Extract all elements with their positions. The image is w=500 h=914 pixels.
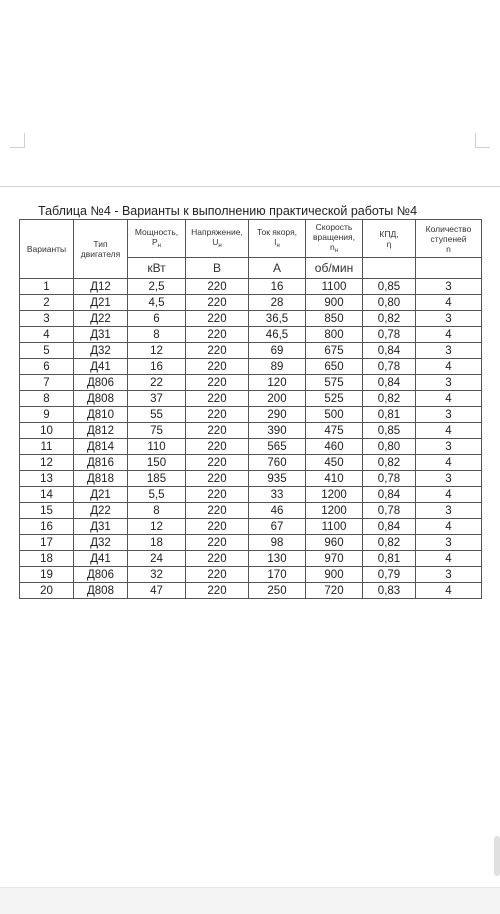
cell-variant: 14 [20,487,74,503]
cell-speed: 1200 [306,503,363,519]
cell-engine-type: Д818 [74,471,128,487]
unit-stages [416,258,482,279]
cell-speed: 525 [306,391,363,407]
header-row [20,220,482,258]
cell-engine-type: Д816 [74,455,128,471]
table-row [20,439,482,455]
cell-engine-type: Д814 [74,439,128,455]
cell-current: 390 [249,423,306,439]
cell-variant: 12 [20,455,74,471]
header-rotation-speed: Скорость вращения, $n_н$ [306,220,363,258]
unit-current: А [249,258,306,279]
cell-engine-type: Д22 [74,311,128,327]
table-row [20,471,482,487]
cell-variant: 15 [20,503,74,519]
cell-variant: 17 [20,535,74,551]
page-corner-mark-left [10,133,25,148]
cell-efficiency: 0,78 [363,471,416,487]
cell-voltage: 220 [186,503,249,519]
cell-variant: 19 [20,567,74,583]
cell-variant: 8 [20,391,74,407]
cell-efficiency: 0,82 [363,391,416,407]
cell-variant: 9 [20,407,74,423]
cell-efficiency: 0,81 [363,551,416,567]
cell-power: 4,5 [128,295,186,311]
cell-efficiency: 0,84 [363,519,416,535]
cell-variant: 4 [20,327,74,343]
cell-speed: 960 [306,535,363,551]
cell-voltage: 220 [186,279,249,295]
cell-variant: 6 [20,359,74,375]
table-body [20,279,482,599]
cell-power: 37 [128,391,186,407]
cell-engine-type: Д806 [74,375,128,391]
cell-engine-type: Д808 [74,583,128,599]
cell-current: 33 [249,487,306,503]
cell-engine-type: Д41 [74,551,128,567]
cell-stages: 4 [416,519,482,535]
cell-variant: 2 [20,295,74,311]
table-row [20,407,482,423]
header-armature-current: Ток якоря, $I_н$ [249,220,306,258]
cell-efficiency: 0,83 [363,583,416,599]
cell-current: 200 [249,391,306,407]
table-row [20,567,482,583]
cell-efficiency: 0,79 [363,567,416,583]
table-caption: Таблица №4 - Варианты к выполнению практической работы №4 [38,204,418,218]
cell-speed: 650 [306,359,363,375]
cell-stages: 3 [416,535,482,551]
cell-variant: 13 [20,471,74,487]
cell-efficiency: 0,82 [363,535,416,551]
cell-speed: 475 [306,423,363,439]
cell-efficiency: 0,84 [363,375,416,391]
cell-variant: 3 [20,311,74,327]
table-row [20,455,482,471]
cell-current: 250 [249,583,306,599]
cell-variant: 1 [20,279,74,295]
cell-speed: 1200 [306,487,363,503]
cell-power: 32 [128,567,186,583]
unit-efficiency [363,258,416,279]
cell-voltage: 220 [186,407,249,423]
header-stages: Количество ступеней n [416,220,482,258]
cell-speed: 850 [306,311,363,327]
cell-speed: 410 [306,471,363,487]
cell-stages: 4 [416,327,482,343]
page-corner-mark-right [475,133,490,148]
unit-power: кВт [128,258,186,279]
cell-voltage: 220 [186,455,249,471]
cell-voltage: 220 [186,471,249,487]
cell-speed: 970 [306,551,363,567]
cell-speed: 800 [306,327,363,343]
cell-stages: 3 [416,343,482,359]
cell-efficiency: 0,81 [363,407,416,423]
cell-variant: 20 [20,583,74,599]
cell-stages: 4 [416,551,482,567]
cell-power: 150 [128,455,186,471]
cell-efficiency: 0,85 [363,279,416,295]
cell-engine-type: Д806 [74,567,128,583]
cell-current: 98 [249,535,306,551]
cell-current: 935 [249,471,306,487]
cell-efficiency: 0,78 [363,503,416,519]
cell-power: 110 [128,439,186,455]
table-row [20,327,482,343]
cell-efficiency: 0,82 [363,311,416,327]
table-row [20,423,482,439]
scrollbar-thumb[interactable] [494,836,500,876]
cell-efficiency: 0,84 [363,487,416,503]
cell-stages: 3 [416,375,482,391]
cell-power: 75 [128,423,186,439]
variants-table [19,219,482,599]
cell-stages: 3 [416,407,482,423]
cell-voltage: 220 [186,487,249,503]
cell-engine-type: Д32 [74,535,128,551]
cell-speed: 900 [306,295,363,311]
cell-voltage: 220 [186,359,249,375]
table-row [20,343,482,359]
cell-efficiency: 0,84 [363,343,416,359]
cell-variant: 7 [20,375,74,391]
cell-current: 46,5 [249,327,306,343]
cell-engine-type: Д41 [74,359,128,375]
cell-engine-type: Д22 [74,503,128,519]
cell-current: 120 [249,375,306,391]
cell-current: 67 [249,519,306,535]
cell-efficiency: 0,82 [363,455,416,471]
cell-speed: 575 [306,375,363,391]
cell-power: 5,5 [128,487,186,503]
cell-voltage: 220 [186,535,249,551]
cell-speed: 460 [306,439,363,455]
cell-stages: 3 [416,311,482,327]
cell-voltage: 220 [186,551,249,567]
cell-power: 8 [128,503,186,519]
table-row [20,487,482,503]
cell-power: 12 [128,519,186,535]
cell-power: 24 [128,551,186,567]
cell-voltage: 220 [186,391,249,407]
cell-speed: 720 [306,583,363,599]
cell-variant: 18 [20,551,74,567]
cell-current: 46 [249,503,306,519]
cell-stages: 3 [416,279,482,295]
cell-efficiency: 0,80 [363,295,416,311]
cell-current: 28 [249,295,306,311]
cell-voltage: 220 [186,567,249,583]
page-divider [0,186,500,187]
header-engine-type: Тип двигателя [74,220,128,279]
cell-power: 8 [128,327,186,343]
unit-speed: об/мин [306,258,363,279]
table-row [20,583,482,599]
cell-stages: 4 [416,455,482,471]
cell-current: 760 [249,455,306,471]
table-row [20,535,482,551]
cell-stages: 3 [416,471,482,487]
table-row [20,391,482,407]
cell-engine-type: Д21 [74,487,128,503]
cell-voltage: 220 [186,439,249,455]
header-power: Мощность, $Р_н$ [128,220,186,258]
cell-current: 16 [249,279,306,295]
cell-engine-type: Д812 [74,423,128,439]
cell-voltage: 220 [186,423,249,439]
table-row [20,311,482,327]
cell-power: 6 [128,311,186,327]
cell-engine-type: Д32 [74,343,128,359]
cell-power: 2,5 [128,279,186,295]
cell-engine-type: Д31 [74,327,128,343]
cell-voltage: 220 [186,311,249,327]
unit-voltage: В [186,258,249,279]
cell-stages: 4 [416,391,482,407]
table-row [20,503,482,519]
cell-efficiency: 0,85 [363,423,416,439]
cell-current: 170 [249,567,306,583]
cell-voltage: 220 [186,375,249,391]
cell-stages: 4 [416,359,482,375]
cell-variant: 10 [20,423,74,439]
cell-stages: 3 [416,503,482,519]
cell-variant: 11 [20,439,74,455]
cell-power: 18 [128,535,186,551]
cell-engine-type: Д12 [74,279,128,295]
cell-power: 22 [128,375,186,391]
cell-engine-type: Д31 [74,519,128,535]
table-row [20,359,482,375]
cell-speed: 500 [306,407,363,423]
cell-voltage: 220 [186,327,249,343]
cell-current: 130 [249,551,306,567]
cell-speed: 1100 [306,519,363,535]
cell-engine-type: Д21 [74,295,128,311]
cell-voltage: 220 [186,519,249,535]
cell-current: 69 [249,343,306,359]
header-voltage: Напряжение, $U_н$ [186,220,249,258]
cell-power: 16 [128,359,186,375]
cell-power: 12 [128,343,186,359]
cell-variant: 16 [20,519,74,535]
cell-stages: 4 [416,295,482,311]
cell-voltage: 220 [186,583,249,599]
bottom-bar [0,887,500,914]
cell-stages: 3 [416,439,482,455]
cell-speed: 675 [306,343,363,359]
cell-efficiency: 0,80 [363,439,416,455]
cell-stages: 4 [416,583,482,599]
cell-current: 565 [249,439,306,455]
cell-voltage: 220 [186,343,249,359]
cell-stages: 4 [416,487,482,503]
cell-stages: 4 [416,423,482,439]
cell-power: 47 [128,583,186,599]
cell-speed: 900 [306,567,363,583]
cell-stages: 3 [416,567,482,583]
table-row [20,279,482,295]
cell-efficiency: 0,78 [363,359,416,375]
cell-voltage: 220 [186,295,249,311]
header-efficiency: КПД, η [363,220,416,258]
table-row [20,375,482,391]
cell-efficiency: 0,78 [363,327,416,343]
cell-current: 89 [249,359,306,375]
cell-speed: 1100 [306,279,363,295]
cell-variant: 5 [20,343,74,359]
table-row [20,519,482,535]
table-row [20,295,482,311]
table-row [20,551,482,567]
cell-power: 55 [128,407,186,423]
cell-power: 185 [128,471,186,487]
cell-current: 290 [249,407,306,423]
header-variant: Варианты [20,220,74,279]
cell-engine-type: Д808 [74,391,128,407]
cell-current: 36,5 [249,311,306,327]
cell-engine-type: Д810 [74,407,128,423]
cell-speed: 450 [306,455,363,471]
